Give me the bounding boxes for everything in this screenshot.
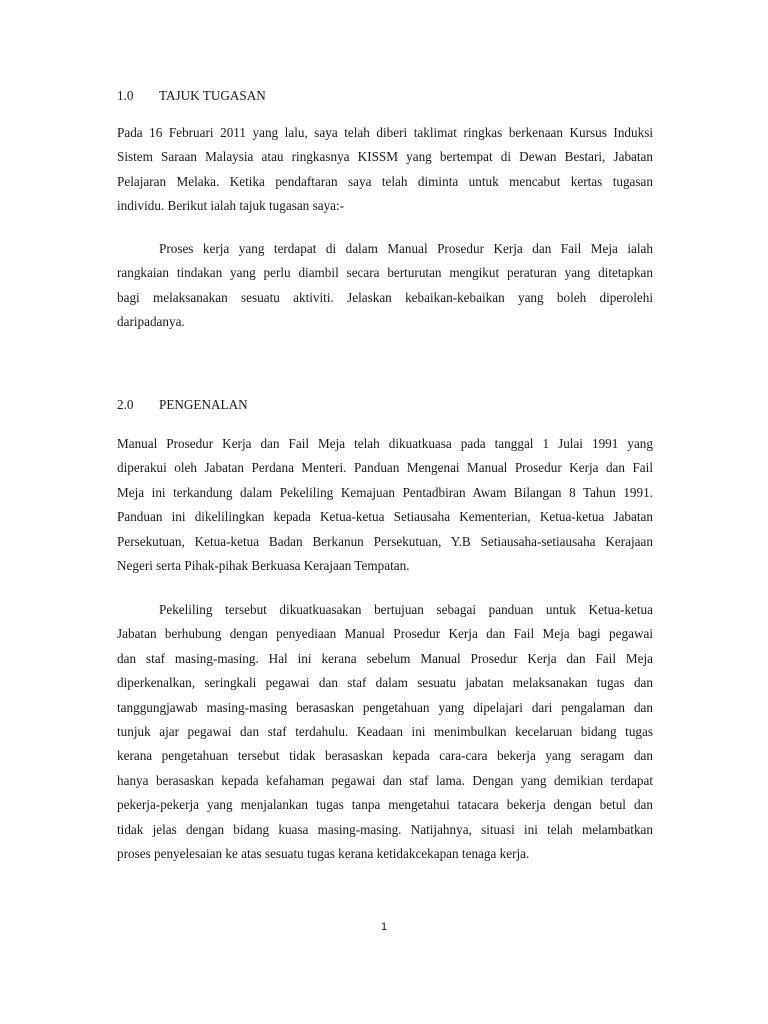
paragraph-line: Jabatan berhubung dengan penyediaan Manual Prosedur Kerja dan Fail Meja bagi pegawai — [117, 626, 653, 642]
paragraph-line: Manual Prosedur Kerja dan Fail Meja telah dikuatkuasa pada tanggal 1 Julai 1991 yang — [117, 436, 653, 451]
paragraph-line: individu. Berikut ialah tajuk tugasan saya:- — [117, 198, 345, 214]
section-2-title: PENGENALAN — [159, 397, 248, 412]
paragraph-line: Pekeliling tersebut dikuatkuasakan bertujuan sebagai panduan untuk Ketua-ketua — [159, 602, 653, 617]
paragraph-line: pekerja-pekerja yang menjalankan tugas tanpa mengetahui tatacara bekerja dengan betul dan — [117, 797, 653, 813]
paragraph-line: dan staf masing-masing. Hal ini kerana sebelum Manual Prosedur Kerja dan Fail Meja — [117, 650, 653, 666]
paragraph-line: Pada 16 Februari 2011 yang lalu, saya telah diberi taklimat ringkas berkenaan Kursus Induksi — [117, 125, 653, 140]
paragraph-line: Negeri serta Pihak-pihak Berkuasa Kerajaan Tempatan. — [117, 557, 410, 573]
paragraph-line: daripadanya. — [117, 314, 185, 330]
paragraph-line: tanggungjawab masing-masing berasaskan pengetahuan yang dipelajari dari pengalaman dan — [117, 699, 653, 715]
section-2-paragraph-2 — [117, 598, 653, 866]
section-2-number: 2.0 — [117, 397, 134, 412]
paragraph-line: Sistem Saraan Malaysia atau ringkasnya KISSM yang bertempat di Dewan Bestari, Jabatan — [117, 149, 653, 165]
paragraph-line: Pelajaran Melaka. Ketika pendaftaran saya telah diminta untuk mencabut kertas tugasan — [117, 173, 653, 189]
paragraph-line: Proses kerja yang terdapat di dalam Manual Prosedur Kerja dan Fail Meja ialah — [159, 241, 653, 256]
paragraph-line: Meja ini terkandung dalam Pekeliling Kemajuan Pentadbiran Awam Bilangan 8 Tahun 1991. — [117, 484, 653, 500]
section-1-title: TAJUK TUGASAN — [159, 88, 266, 103]
section-1-paragraph-2 — [117, 237, 653, 335]
paragraph-line: tunjuk ajar pegawai dan staf terdahulu. Keadaan ini menimbulkan kecelaruan bidang tugas — [117, 723, 653, 739]
section-1-heading — [117, 88, 266, 104]
section-1-number: 1.0 — [117, 88, 134, 103]
paragraph-line: diperkenalkan, seringkali pegawai dan staf dalam sesuatu jabatan melaksanakan tugas dan — [117, 675, 653, 691]
paragraph-line: tidak jelas dengan bidang kuasa masing-masing. Natijahnya, situasi ini telah melambatkan — [117, 821, 653, 837]
paragraph-line: proses penyelesaian ke atas sesuatu tugas kerana ketidakcekapan tenaga kerja. — [117, 845, 530, 861]
section-1-paragraph-1 — [117, 121, 653, 219]
paragraph-line: Persekutuan, Ketua-ketua Badan Berkanun Persekutuan, Y.B Setiausaha-setiausaha Kerajaan — [117, 533, 653, 549]
paragraph-line: kerana pengetahuan tersebut tidak berasaskan kepada cara-cara bekerja yang seragam dan — [117, 748, 653, 764]
section-2-heading — [117, 397, 248, 413]
paragraph-line: bagi melaksanakan sesuatu aktiviti. Jelaskan kebaikan-kebaikan yang boleh diperolehi — [117, 289, 653, 305]
section-2-paragraph-1 — [117, 432, 653, 578]
paragraph-line: diperakui oleh Jabatan Perdana Menteri. Panduan Mengenai Manual Prosedur Kerja dan Fail — [117, 460, 653, 476]
paragraph-line: rangkaian tindakan yang perlu diambil secara berturutan mengikut peraturan yang ditetapkan — [117, 265, 653, 281]
page-number: 1 — [380, 921, 388, 933]
paragraph-line: Panduan ini dikelilingkan kepada Ketua-ketua Setiausaha Kementerian, Ketua-ketua Jabatan — [117, 509, 653, 525]
paragraph-line: hanya berasaskan kepada kefahaman pegawai dan staf lama. Dengan yang demikian terdapat — [117, 772, 653, 788]
